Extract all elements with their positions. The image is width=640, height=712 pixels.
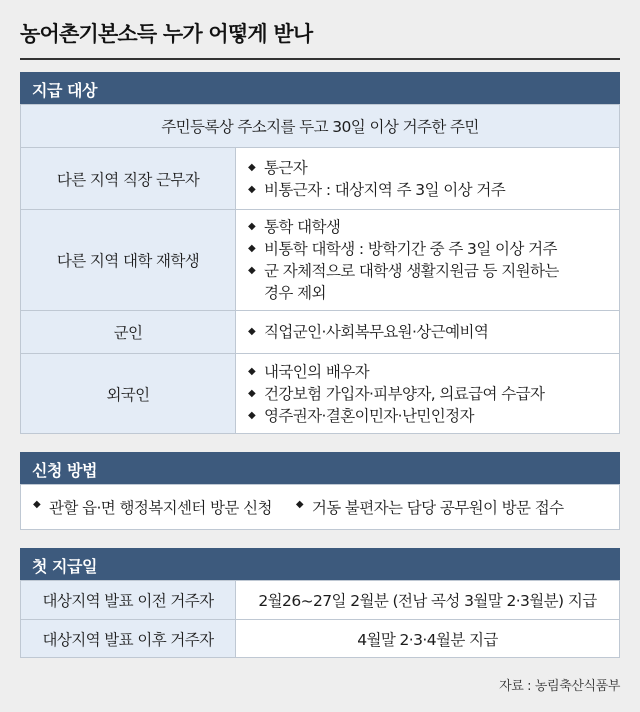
application-box	[20, 484, 620, 530]
list-item: ◆ 영주권자·결혼이민자·난민인정자	[248, 405, 544, 427]
title-divider	[20, 58, 620, 60]
row-value-foreigner	[236, 354, 619, 433]
list-item: ◆ 건강보험 가입자·피부양자, 의료급여 수급자	[248, 383, 544, 405]
application-items	[33, 485, 619, 529]
row-label-commuter: 다른 지역 직장 근무자	[21, 148, 236, 209]
list-item: ◆ 직업군인·사회복무요원·상근예비역	[248, 321, 488, 343]
application-item: ◆ 거동 불편자는 담당 공무원이 방문 접수	[296, 496, 564, 518]
row-value-soldier	[236, 311, 619, 353]
list-item: ◆ 내국인의 배우자	[248, 361, 544, 383]
row-value-before: 2월26~27일 2월분 (전남 곡성 3월말 2·3월분) 지급	[258, 592, 597, 610]
eligibility-table	[20, 104, 620, 434]
list-item-continuation: 경우 제외	[264, 284, 326, 302]
application-heading: 신청 방법	[20, 452, 620, 484]
source-credit: 자료 : 농림축산식품부	[499, 679, 620, 694]
list-item: ◆ 통학 대학생	[248, 216, 559, 238]
row-label-before: 대상지역 발표 이전 거주자	[21, 581, 236, 619]
row-label-after: 대상지역 발표 이후 거주자	[21, 620, 236, 657]
list-item: ◆ 군 자체적으로 대학생 생활지원금 등 지원하는	[248, 260, 559, 282]
main-condition: 주민등록상 주소지를 두고 30일 이상 거주한 주민	[21, 105, 619, 147]
row-label-soldier: 군인	[21, 311, 236, 353]
list-item: ◆ 비통학 대학생 : 방학기간 중 주 3일 이상 거주	[248, 238, 559, 260]
list-item: ◆ 통근자	[248, 157, 505, 179]
row-label-foreigner: 외국인	[21, 354, 236, 433]
page-title: 농어촌기본소득 누가 어떻게 받나	[20, 22, 313, 46]
row-value-student	[236, 210, 619, 310]
application-item: ◆ 관할 읍·면 행정복지센터 방문 신청	[33, 496, 272, 518]
first-payment-heading: 첫 지급일	[20, 548, 620, 580]
row-value-after: 4월말 2·3·4월분 지급	[357, 630, 498, 649]
row-label-student: 다른 지역 대학 재학생	[21, 210, 236, 310]
eligibility-heading: 지급 대상	[20, 72, 620, 104]
row-value-commuter	[236, 148, 619, 209]
first-payment-table	[20, 580, 620, 658]
list-item: ◆ 비통근자 : 대상지역 주 3일 이상 거주	[248, 179, 505, 201]
